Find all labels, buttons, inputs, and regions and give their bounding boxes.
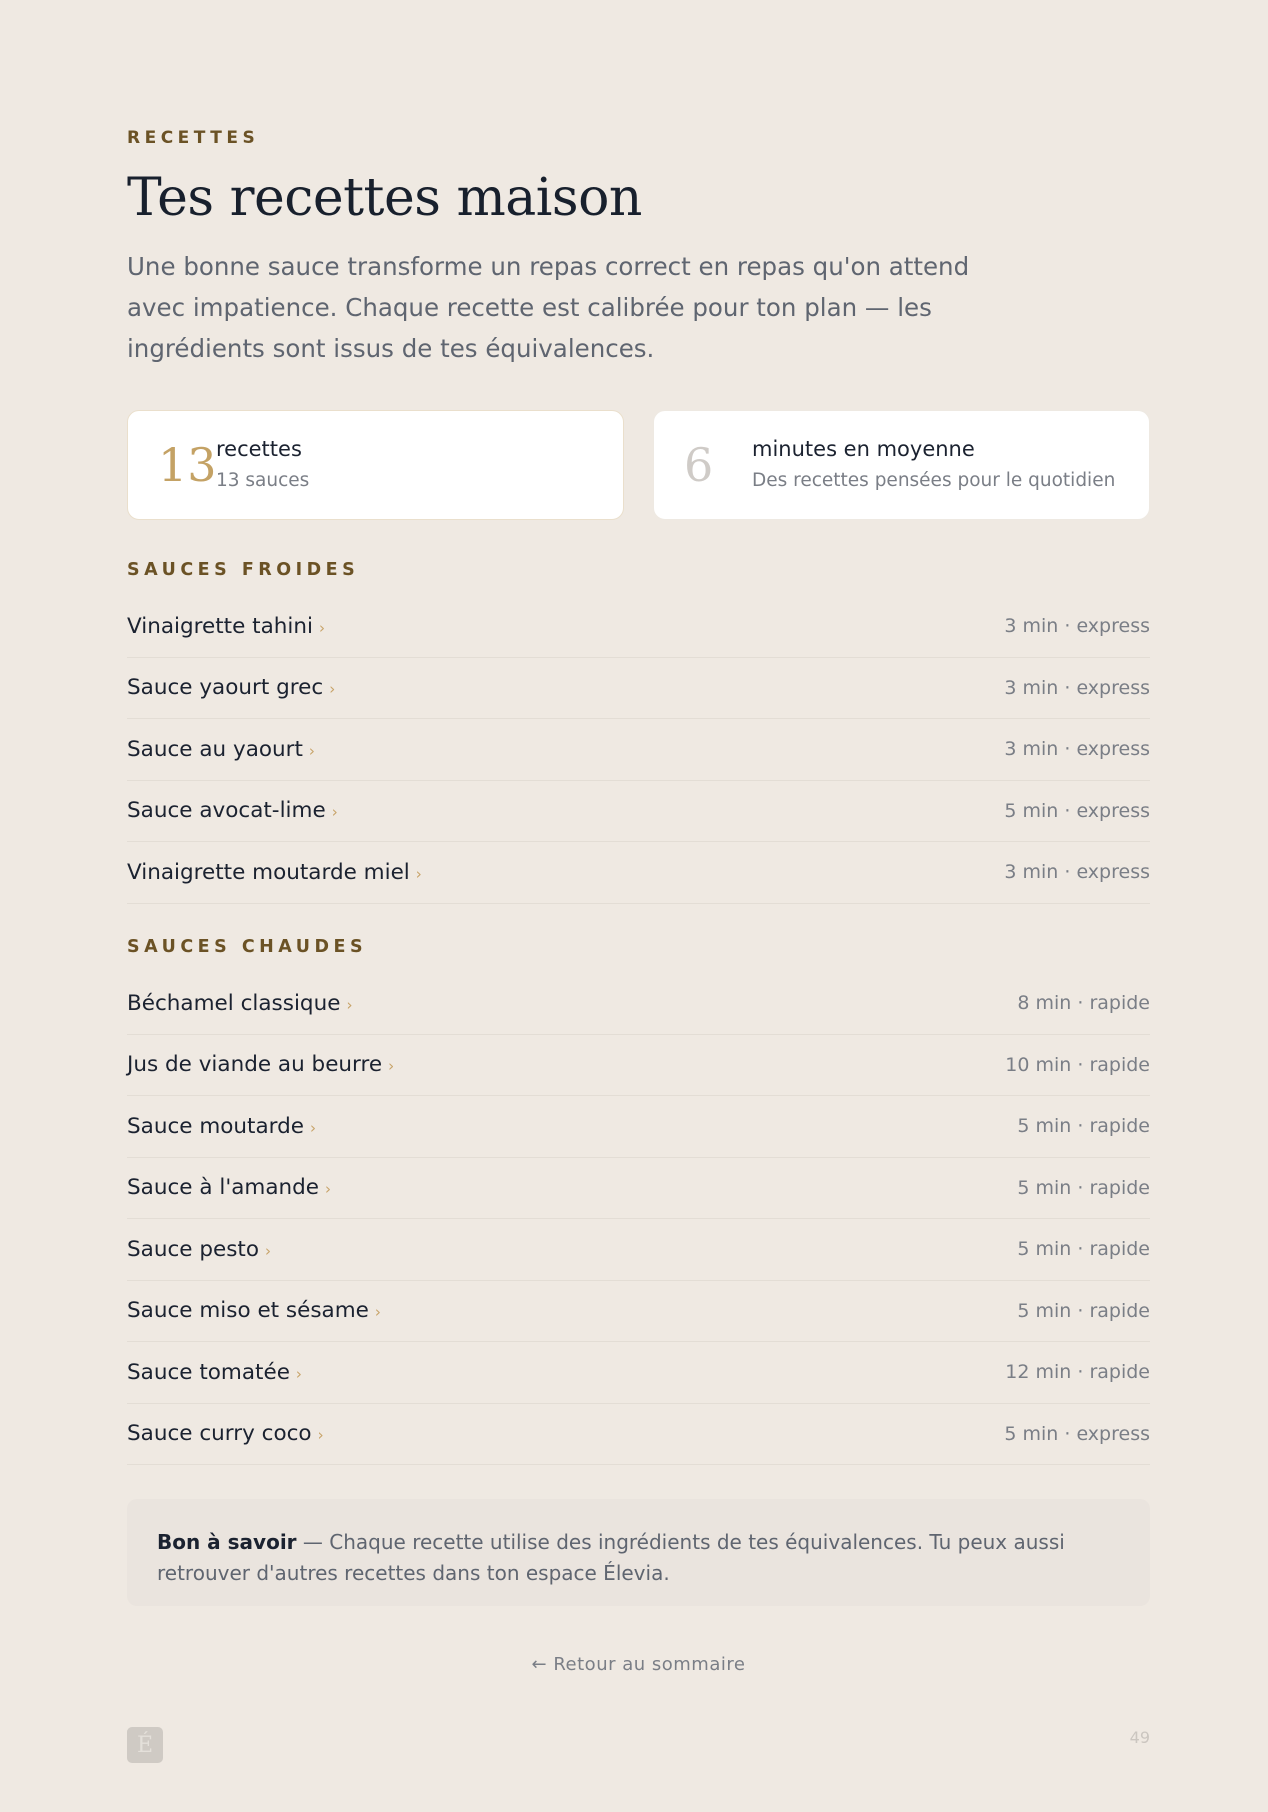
chevron-right-icon: › bbox=[310, 1118, 316, 1137]
recipe-row[interactable] bbox=[127, 1404, 1150, 1466]
recipe-row[interactable] bbox=[127, 1342, 1150, 1404]
recipe-meta: 12 min · rapide bbox=[1005, 1361, 1150, 1384]
recipe-name: Sauce avocat-lime › bbox=[127, 798, 338, 824]
recipe-row[interactable] bbox=[127, 719, 1150, 781]
recipe-meta: 3 min · express bbox=[1004, 615, 1150, 638]
recipe-row[interactable] bbox=[127, 596, 1150, 658]
chevron-right-icon: › bbox=[388, 1057, 395, 1076]
back-to-summary-link[interactable]: ← Retour au sommaire bbox=[531, 1654, 746, 1675]
recipe-name: Sauce miso et sésame › bbox=[127, 1298, 381, 1324]
recipe-meta: 5 min · rapide bbox=[1017, 1238, 1150, 1261]
recipe-row[interactable] bbox=[127, 781, 1150, 843]
recipe-name: Vinaigrette tahini › bbox=[127, 613, 325, 639]
recipe-name: Jus de viande au beurre › bbox=[127, 1052, 395, 1078]
eyebrow-label: RECETTES bbox=[127, 128, 260, 148]
note-bold-label: Bon à savoir bbox=[157, 1530, 297, 1554]
recipe-row[interactable] bbox=[127, 1219, 1150, 1281]
recipe-name: Sauce à l'amande › bbox=[127, 1175, 332, 1201]
recipe-name: Béchamel classique › bbox=[127, 990, 353, 1016]
chevron-right-icon: › bbox=[318, 618, 325, 637]
chevron-right-icon: › bbox=[331, 803, 338, 822]
chevron-right-icon: › bbox=[265, 1241, 271, 1260]
recipe-meta: 5 min · express bbox=[1004, 1422, 1150, 1445]
chevron-right-icon: › bbox=[415, 864, 422, 883]
chevron-right-icon: › bbox=[329, 680, 336, 699]
recipe-name: Vinaigrette moutarde miel › bbox=[127, 859, 422, 885]
page-number: 49 bbox=[1129, 1728, 1150, 1747]
page-title: Tes recettes maison bbox=[127, 168, 642, 228]
recipe-list-hot bbox=[127, 973, 1150, 1465]
recipe-meta: 5 min · rapide bbox=[1017, 1115, 1150, 1138]
stat-card-minutes bbox=[653, 410, 1150, 520]
chevron-right-icon: › bbox=[317, 1426, 324, 1445]
recipe-meta: 5 min · express bbox=[1004, 799, 1150, 822]
stat-label: minutes en moyenne bbox=[752, 437, 975, 461]
stat-label: recettes bbox=[216, 437, 302, 461]
recipe-meta: 3 min · express bbox=[1004, 738, 1150, 761]
note-text: — Chaque recette utilise des ingrédients de tes équivalences. Tu peux aussi retrouver d'autres recettes dans ton espace Élevia. bbox=[157, 1530, 1065, 1585]
recipe-name: Sauce curry coco › bbox=[127, 1421, 324, 1447]
recipe-name: Sauce yaourt grec › bbox=[127, 675, 336, 701]
recipe-row[interactable] bbox=[127, 658, 1150, 720]
elevia-logo: É bbox=[127, 1727, 163, 1763]
stat-card-recipes bbox=[127, 410, 624, 520]
recipe-meta: 5 min · rapide bbox=[1017, 1176, 1150, 1199]
intro-text: Une bonne sauce transforme un repas correct en repas qu'on attend avec impatience. Chaque recette est calibrée pour ton plan — les ingrédients sont issus de tes équivalences. bbox=[127, 252, 970, 363]
recipe-row[interactable] bbox=[127, 1158, 1150, 1220]
chevron-right-icon: › bbox=[325, 1180, 332, 1199]
recipe-name: Sauce pesto › bbox=[127, 1236, 271, 1262]
recipe-name: Sauce au yaourt › bbox=[127, 736, 315, 762]
recipe-list-cold bbox=[127, 596, 1150, 904]
recipe-name: Sauce tomatée › bbox=[127, 1359, 302, 1385]
chevron-right-icon: › bbox=[295, 1364, 302, 1383]
recipe-meta: 5 min · rapide bbox=[1017, 1299, 1150, 1322]
stat-number: 6 bbox=[684, 438, 714, 492]
recipe-row[interactable] bbox=[127, 973, 1150, 1035]
section-heading-cold: SAUCES FROIDES bbox=[127, 560, 360, 580]
recipe-meta: 3 min · express bbox=[1004, 676, 1150, 699]
chevron-right-icon: › bbox=[308, 741, 315, 760]
chevron-right-icon: › bbox=[346, 995, 353, 1014]
recipe-row[interactable] bbox=[127, 1281, 1150, 1343]
stat-number: 13 bbox=[158, 438, 217, 492]
stat-sublabel: 13 sauces bbox=[216, 470, 310, 491]
recipe-name: Sauce moutarde › bbox=[127, 1113, 316, 1139]
info-note bbox=[127, 1499, 1150, 1606]
recipe-row[interactable] bbox=[127, 1096, 1150, 1158]
recipe-meta: 3 min · express bbox=[1004, 861, 1150, 884]
stat-sublabel: Des recettes pensées pour le quotidien bbox=[752, 470, 1116, 491]
recipe-row[interactable] bbox=[127, 1035, 1150, 1097]
section-heading-hot: SAUCES CHAUDES bbox=[127, 937, 368, 957]
recipe-meta: 10 min · rapide bbox=[1005, 1053, 1150, 1076]
chevron-right-icon: › bbox=[374, 1303, 381, 1322]
recipe-row[interactable] bbox=[127, 842, 1150, 904]
recipe-meta: 8 min · rapide bbox=[1017, 992, 1150, 1015]
